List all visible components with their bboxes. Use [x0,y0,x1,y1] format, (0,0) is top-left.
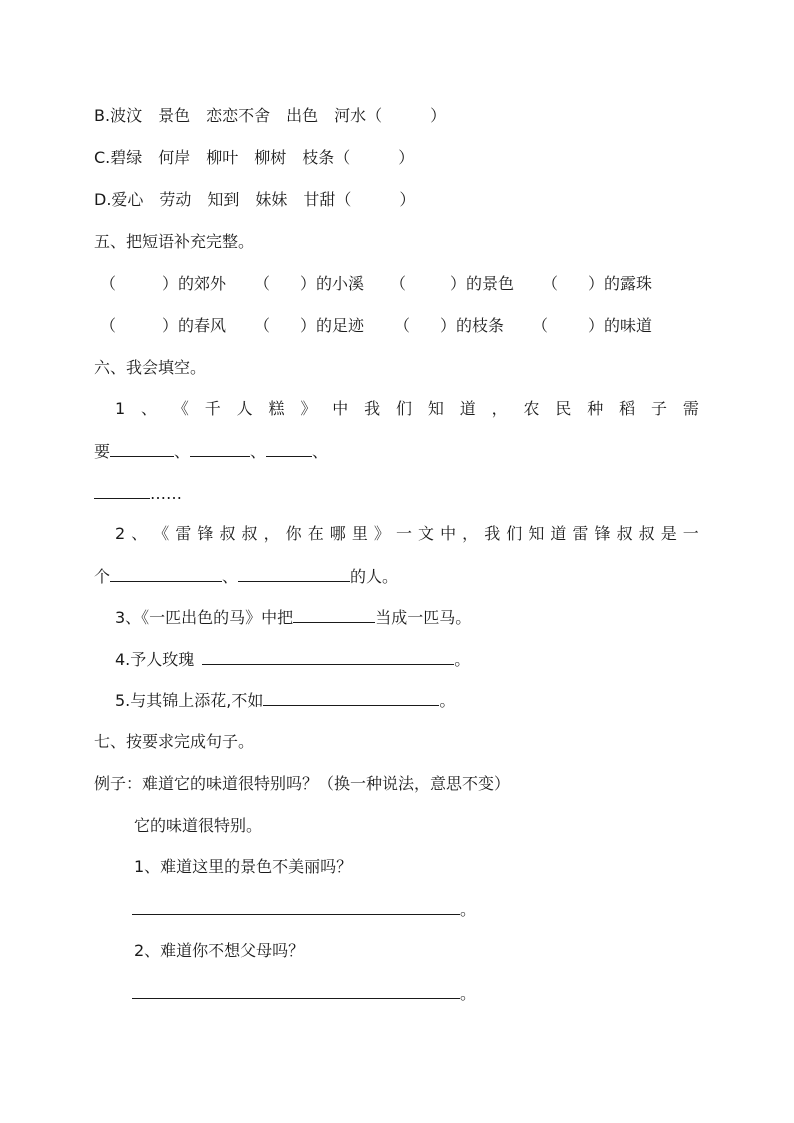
text-char: 《 [153,524,170,543]
answer-line[interactable] [132,982,460,999]
section7-q1: 1、难道这里的景色不美丽吗？ [134,857,353,876]
option-d: D.爱心 劳动 知到 妹妹 甘甜（ ） [94,190,416,209]
text-char: 你 [285,524,302,543]
text-char: 》 [300,399,317,418]
answer-blank[interactable] [293,606,375,623]
answer-blank[interactable] [263,689,439,706]
text-char: ， [491,399,508,418]
section6-q2-line2: 个 、 的人。 [94,567,399,586]
section6-q5: 5.与其锦上添花,不如 。 [115,691,456,710]
text-char: 里 [351,524,368,543]
text-char: 们 [396,399,413,418]
text-char: 道 [459,399,476,418]
text-char: 在 [307,524,324,543]
section6-q1-line1 [115,398,699,420]
text-char: 需 [682,399,699,418]
text-char: 子 [651,399,668,418]
text-char: 叔 [241,524,258,543]
text-char: 是 [660,524,677,543]
section7-example: 例子：难道它的味道很特别吗？（换一种说法，意思不变） [94,774,511,793]
text-char: 叔 [219,524,236,543]
text-char: 知 [528,524,545,543]
section7-title: 七、按要求完成句子。 [94,732,255,751]
answer-blank[interactable] [266,440,312,457]
text-char: 千 [204,399,221,418]
answer-blank[interactable] [190,440,250,457]
text-char: 我 [364,399,381,418]
answer-blank[interactable] [202,648,454,665]
text-char: 种 [587,399,604,418]
text-char: 2 [115,524,126,543]
text-char: 、 [131,524,148,543]
text-char: 人 [236,399,253,418]
text-char: 》 [373,524,390,543]
answer-blank[interactable] [110,565,222,582]
answer-line[interactable] [132,898,460,915]
text-char: 糕 [268,399,285,418]
text-char: 稻 [619,399,636,418]
text-char: 一 [682,524,699,543]
text-char: 中 [332,399,349,418]
text-char: 哪 [329,524,346,543]
text-char: 叔 [638,524,655,543]
text-char: 《 [172,399,189,418]
text-char: 道 [550,524,567,543]
option-c: C.碧绿 何岸 柳叶 柳树 枝条（ ） [94,148,415,167]
answer-blank[interactable] [238,565,350,582]
text-char: 锋 [197,524,214,543]
text-char: 叔 [616,524,633,543]
text-char: 文 [418,524,435,543]
section7-example-answer: 它的味道很特别。 [134,816,263,835]
section6-q2-line1 [115,523,699,545]
option-b: B.波汶 景色 恋恋不舍 出色 河水（ ） [94,106,447,125]
section7-q2-answer: 。 [132,982,476,1004]
text-char: 雷 [572,524,589,543]
section7-q2: 2、难道你不想父母吗？ [134,941,305,960]
text-char: 农 [523,399,540,418]
text-char: 锋 [594,524,611,543]
text-char: 一 [395,524,412,543]
section7-q1-answer: 。 [132,898,476,920]
text-char: 民 [555,399,572,418]
section6-q1-line2: 要 、 、 、 [94,442,329,461]
text-char: 雷 [175,524,192,543]
text-char: ， [462,524,479,543]
text-char: 们 [506,524,523,543]
section6-q4: 4.予人玫瑰 。 [115,650,471,669]
text-char: 中 [440,524,457,543]
section5-row2: （ ）的春风 （ ）的足迹 （ ）的枝条 （ ）的味道 [100,316,653,335]
section6-q1-line3: …… [94,482,182,504]
text-char: 1 [115,399,126,418]
section5-title: 五、把短语补充完整。 [94,232,255,251]
text-char: 我 [484,524,501,543]
answer-blank[interactable] [110,440,174,457]
section6-q3: 3、《一匹出色的马》中把 当成一匹马。 [115,608,472,627]
answer-blank[interactable] [94,482,150,499]
text-char: ， [263,524,280,543]
section6-title: 六、我会填空。 [94,358,207,377]
text-char: 知 [427,399,444,418]
text-char: 、 [141,399,158,418]
section5-row1: （ ）的郊外 （ ）的小溪 （ ）的景色 （ ）的露珠 [100,274,653,293]
